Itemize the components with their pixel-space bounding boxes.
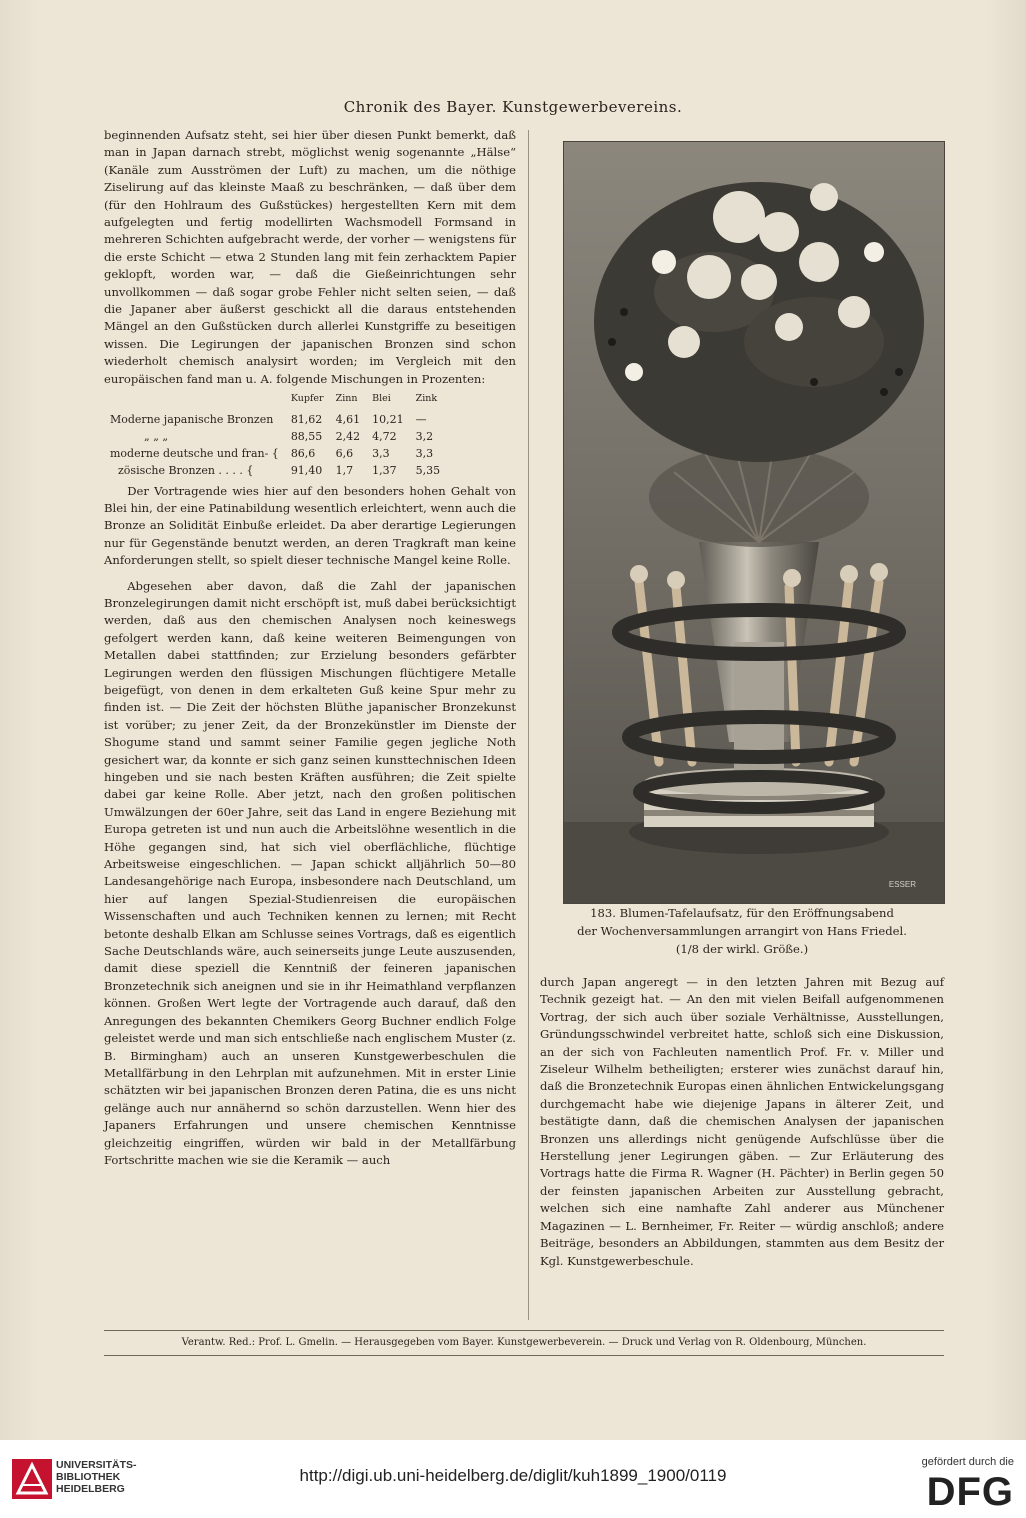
flower-centerpiece-illustration [564, 142, 945, 904]
page-imprint: Verantw. Red.: Prof. L. Gmelin. — Herausgegeben vom Bayer. Kunstgewerbeverein. — Druck und Verlag von R. Oldenbourg, München. [181, 1337, 867, 1348]
table-cell: 1,37 [372, 463, 397, 477]
table-row [104, 428, 446, 445]
footer-rule-top [104, 1330, 944, 1331]
paragraph: beginnenden Aufsatz steht, sei hier über diesen Punkt bemerkt, daß man in Japan darnach strebt, möglichst wenig sogenannte „Hälse“ (Kanäle zum Ausströmen der Luft) zu machen, um die nöthige Ziselirung auf das kleinste Maaß zu beschränken, — daß über dem (für den Hohlraum des Gußstückes) hergestellten Kern mit dem aufgelegten und fertig modellirten Wachsmodell Formsand in mehreren Schichten aufgebracht werde, der vorher — wenigstens für die erste Schicht — etwa 2 Stunden lang mit fein zerhacktem Papier geklopft, worden war, — daß die Gießeinrichtungen sehr unvollkommen — daß sogar grobe Fehler nicht selten seien, — daß die Japaner aber äußerst geschickt all die daraus entstehenden Mängel an den Gußstücken durch allerlei Kunstgriffe zu beseitigen wissen. Die Legirungen der japanischen Bronzen sind schon wiederholt chemisch analysirt worden; im Vergleich mit den europäischen fand man u. A. folgende Mischungen in Prozenten: [104, 128, 516, 386]
table-row [104, 462, 446, 479]
column-header: Zink [415, 393, 438, 405]
table-cell: 1,7 [335, 463, 354, 477]
library-name: UNIVERSITÄTS- BIBLIOTHEK HEIDELBERG [56, 1459, 137, 1495]
column-divider [528, 130, 529, 1320]
table-cell: 3,3 [372, 446, 390, 460]
figure-photograph [563, 141, 945, 904]
table-cell: 6,6 [335, 446, 354, 460]
table-cell: 88,55 [290, 429, 323, 443]
column-header: Kupfer [290, 393, 324, 405]
row-label: zösische Bronzen . . . . { [118, 463, 254, 477]
table-cell: 5,35 [415, 463, 441, 477]
row-label: Moderne japanische Bronzen [110, 412, 274, 426]
row-label: moderne deutsche und fran- { [110, 446, 279, 460]
sponsor-label: gefördert durch die [921, 1456, 1014, 1468]
left-text-column [104, 127, 516, 1169]
dfg-logo[interactable]: DFG [926, 1470, 1014, 1514]
table-header-row [104, 390, 446, 410]
photo-signature: ESSER [888, 880, 916, 889]
alloy-composition-table [104, 390, 446, 478]
right-text-column [540, 974, 944, 1270]
caption-line: (1/8 der wirkl. Größe.) [675, 942, 809, 956]
table-cell: 3,3 [415, 446, 434, 460]
running-header: Chronik des Bayer. Kunstgewerbevereins. [343, 98, 683, 116]
paragraph: durch Japan angeregt — in den letzten Jahren mit Bezug auf Technik gezeigt hat. — An den mit vielen Beifall aufgenommenen Vortrag, der sich auch über soziale Verhältnisse, Ausstellungen, Gründungsschwindel verbreitet hatte, schloß sich eine Diskussion, an der sich von Fachleuten namentlich Prof. Fr. v. Miller und Ziseleur Wilhelm betheiligten; ersterer wies zunächst darauf hin, daß die Bronzetechnik Europas einen ähnlichen Entwickelungsgang durchgemacht habe wie diejenige Japans in älterer Zeit, und bestätigte dann, daß die chemischen Analysen der japanischen Bronzen uns allerdings nicht genügende Aufschlüsse über die Herstellung jener Legirungen gäben. — Zur Erläuterung des Vortrags hatte die Firma R. Wagner (H. Pächter) in Berlin gegen 50 der feinsten japanischen Arbeiten zur Ausstellung gebracht, welchen sich eine namhafte Zahl anderer aus Münchener Magazinen — L. Bernheimer, Fr. Reiter — würdig anschloß; andere Beiträge, besonders an Abbildungen, stammten aus dem Besitz der Kgl. Kunstgewerbeschule. [540, 975, 944, 1268]
paragraph: Der Vortragende wies hier auf den besonders hohen Gehalt von Blei hin, der eine Patinabildung wesentlich erleichtert, wenn auch die Bronze an Solidität Einbuße erleidet. Da aber derartige Legierungen nur für Gegenstände benutzt werden, an deren Tragkraft man keine Anforderungen stellt, so spielt dieser technische Mangel keine Rolle. [104, 483, 516, 568]
caption-line: 183. Blumen-Tafelaufsatz, für den Eröffnungsabend [590, 906, 894, 920]
permalink-url[interactable]: http://digi.ub.uni-heidelberg.de/diglit/kuh1899_1900/0119 [299, 1466, 727, 1485]
caption-line: der Wochenversammlungen arrangirt von Hans Friedel. [577, 924, 907, 938]
table-row [104, 411, 446, 428]
table-cell: — [415, 412, 427, 426]
row-label: „ „ „ [144, 429, 169, 443]
table-cell: 2,42 [335, 429, 361, 443]
table-cell: 10,21 [372, 412, 404, 426]
table-cell: 3,2 [415, 429, 434, 443]
table-cell: 4,72 [372, 429, 397, 443]
paragraph: Abgesehen aber davon, daß die Zahl der japanischen Bronzelegirungen damit nicht erschöpft ist, muß dabei berücksichtigt werden, daß aus den chemischen Analysen noch keineswegs gefolgert werden kann, daß keine weiteren Beimengungen von Metallen dabei stattfinden; zur Erzielung besonders gefärbter Legirungen werden den flüssigen Mischungen flüchtigere Metalle beigefügt, von denen in dem erkalteten Guß keine Spur mehr zu finden ist. — Die Zeit der höchsten Blüthe japanischer Bronzekunst ist vorüber; zu jener Zeit, da der Bronzekünstler im Dienste der Shogume stand und sammt seiner Familie gegen jegliche Noth gesichert war, da konnte er sich ganz seinen kunsttechnischen Ideen hingeben und sie nach besten Kräften ausführen; die Zeit spielte dabei gar keine Rolle. Aber jetzt, nach den großen politischen Umwälzungen der 60er Jahre, seit das Land in engere Beziehung mit Europa getreten ist und nun auch die Arbeitslöhne wesentlich in die Höhe gegangen sind, hat sich viel oberflächliche, flüchtige Arbeitsweise eingeschlichen. — Japan schickt alljährlich 50—80 Landesangehörige nach Europa, insbesondere nach Deutschland, um hier auf langen Spezial-Studienreisen die europäischen Wissenschaften und auch Techniken kennen zu lernen; mit Recht betonte deshalb Elkan am Schlusse seines Vortrags, daß es eigentlich Sache Deutschlands wäre, auch seinerseits junge Leute auszusenden, damit diese speziell die Kenntniß der feineren japanischen Bronzetechnik sich aneignen und sie in ihr Heimathland verpflanzen können. Großen Wert legte der Vortragende auch darauf, daß den Anregungen des bekannten Chemikers Georg Buchner endlich Folge geleistet werde und man sich entschließe nach englischem Muster (z. B. Birmingham) auch an unseren Kunstgewerbeschulen die Metallfärbung in den Lehrplan mit aufzunehmen. Mit in erster Linie schätzten wir bei japanischen Bronzen deren Patina, die es uns nicht gelänge auch nur annähernd so schön darzustellen. Wenn hier des Japaners Erfahrungen und unsere chemischen Kenntnisse gleichzeitig eingriffen, würden wir bald in der Metallfärbung Fortschritte machen wie sie die Keramik — auch [104, 578, 516, 1167]
column-header: Zinn [335, 393, 358, 405]
table-row [104, 445, 446, 462]
table-cell: 81,62 [290, 412, 323, 426]
table-cell: 4,61 [335, 412, 361, 426]
footer-rule-bottom [104, 1355, 944, 1356]
table-cell: 86,6 [290, 446, 316, 460]
figure-caption [540, 904, 944, 958]
table-cell: 91,40 [290, 463, 323, 477]
column-header: Blei [372, 393, 391, 405]
